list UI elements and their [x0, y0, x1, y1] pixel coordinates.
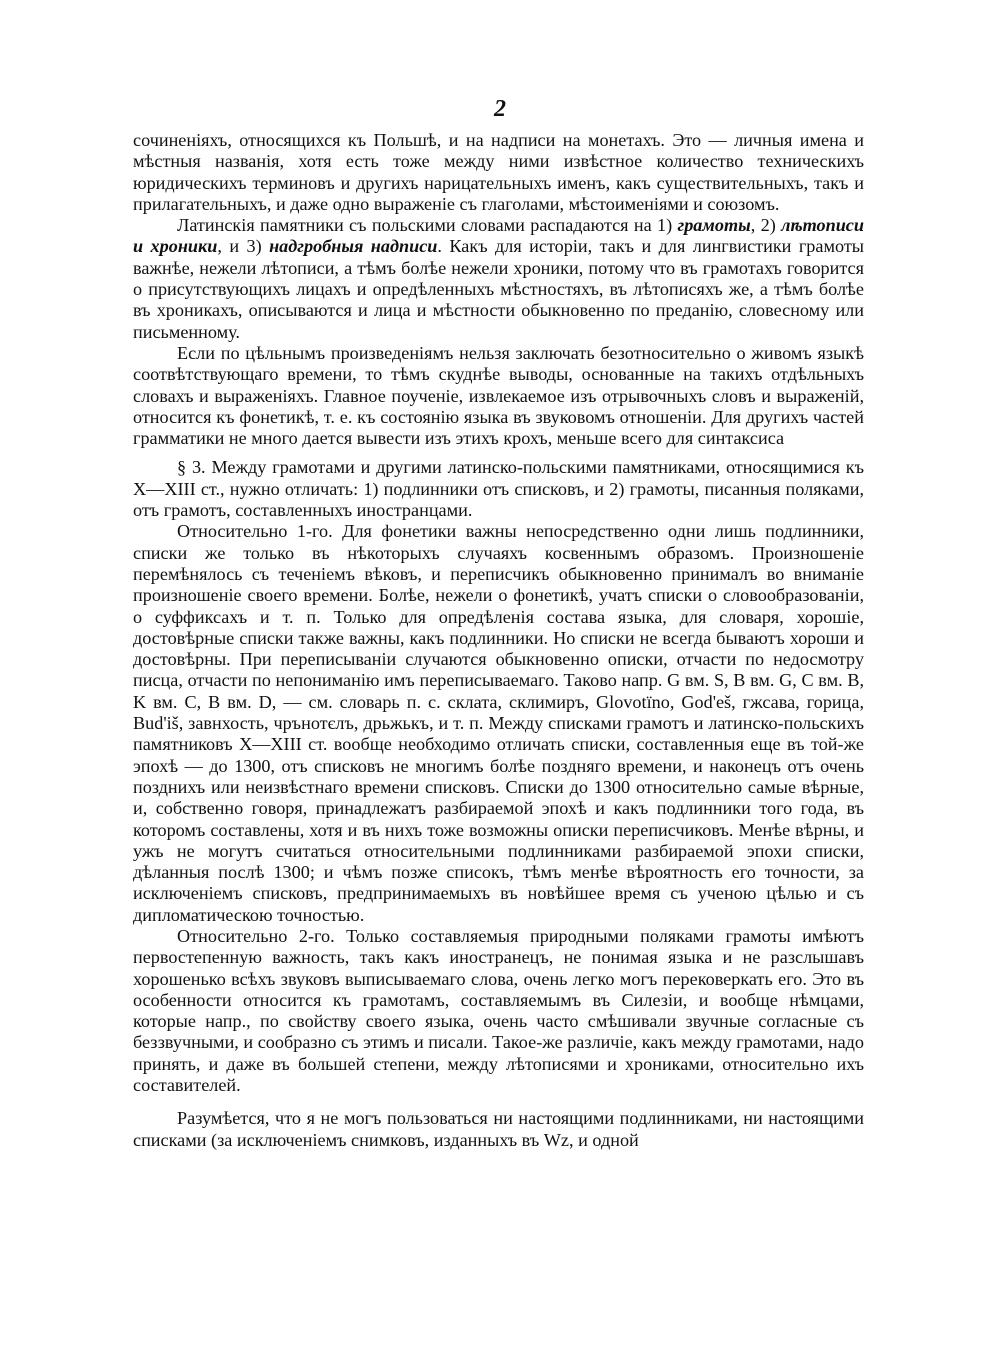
body-text [133, 130, 864, 1151]
italic-term-nadpisi: надгробныя надписи [269, 236, 438, 257]
text-segment: , и 3) [217, 236, 270, 257]
text-segment: Относительно 1-го. Для фонетики важны непосредственно одни лишь подлинники, списки же только въ нѣкоторыхъ случаяхъ косвеннымъ образомъ. Произношеніе перемѣнялось съ теченіемъ вѣковъ, и переписчикъ обыкновенно принималъ во вниманіе произношеніе своего времени. Болѣе, нежели о фонетикѣ, учатъ списки о словообразованіи, о суффиксахъ и т. п. Только для опредѣленія состава языка, для словаря, хорошіе, достовѣрные списки также важны, какъ подлинники. Но списки не всегда бываютъ хороши и достовѣрны. При переписываніи случаются обыкновенно описки, отчасти по недосмотру писца, отчасти по непониманію имъ переписываемаго. Таково напр. G вм. S, B вм. G, C вм. B, K вм. C, B вм. D, — см. словарь п. с. склата, склимиръ, Glovotїno, God'eš, гжсава, горица, Bud'iš, завнхость, чрънотєлъ, дрьжькъ, и т. п. Между списками грамотъ и латинско-польскихъ памятниковъ X—XIII ст. вообще необходимо отличать списки, составленныя еще въ той-же эпохѣ — до 1300, отъ списковъ не многимъ болѣе поздняго времени, и наконецъ отъ очень позднихъ или неизвѣстнаго времени списковъ. Списки до 1300 относительно самые вѣрные, и, собственно говоря, принадлежатъ разбираемой эпохѣ и какъ подлинники того года, въ которомъ составлены, хотя и въ нихъ тоже возможны описки переписчиковъ. Менѣе вѣрны, и ужъ не могутъ считаться относительными подлинниками разбираемой эпохи списки, дѣланныя послѣ 1300; и чѣмъ позже списокъ, тѣмъ менѣе вѣроятность его точности, за исключеніемъ списковъ, предпринимаемыхъ въ новѣйшее время съ ученою цѣлью и съ дипломатическою точностью. [133, 521, 864, 925]
italic-term-letopisi: лѣтописи и хроники [133, 215, 864, 257]
text-segment: , 2) [750, 215, 782, 236]
paragraph-7 [133, 1108, 864, 1151]
text-segment: Латинскія памятники съ польскими словами распадаются на 1) [177, 215, 678, 236]
paragraph-3 [133, 343, 864, 449]
paragraph-4-section-3 [133, 457, 864, 521]
text-segment: Разумѣется, что я не могъ пользоваться ни настоящими подлинниками, ни настоящими списками (за исключеніемъ снимковъ, изданныхъ въ Wz, и одной [133, 1108, 864, 1150]
paragraph-1 [133, 130, 864, 215]
text-segment: . Какъ для исторіи, такъ и для лингвистики грамоты важнѣе, нежели лѣтописи, а тѣмъ болѣе нежели хроники, потому что въ грамотахъ говорится о присутствующихъ лицахъ и опредѣленныхъ мѣстностяхъ, въ лѣтописяхъ же, а тѣмъ болѣе въ хроникахъ, описываются и лица и мѣстности обыкновенно по преданію, словесному или письменному. [133, 236, 864, 342]
page-number: 2 [494, 96, 506, 122]
italic-term-gramoty: грамоты [677, 215, 751, 236]
text-segment: Если по цѣльнымъ произведеніямъ нельзя заключать безотносительно о живомъ языкѣ соотвѣтствующаго времени, то тѣмъ скуднѣе выводы, основанные на такихъ отдѣльныхъ словахъ и выраженіяхъ. Главное поученіе, извлекаемое изъ отрывочныхъ словъ и выраженій, относится къ фонетикѣ, т. е. къ состоянію языка въ звуковомъ отношеніи. Для другихъ частей грамматики не много дается вывести изъ этихъ крохъ, меньше всего для синтаксиса [133, 342, 864, 449]
text-segment: § 3. Между грамотами и другими латинско-польскими памятниками, относящимися къ X—XIII ст., нужно отличать: 1) подлинники отъ списковъ, и 2) грамоты, писанныя поляками, отъ грамотъ, составленныхъ иностранцами. [133, 457, 864, 521]
paragraph-2 [133, 215, 864, 343]
paragraph-5 [133, 521, 864, 926]
text-segment: Относительно 2-го. Только составляемыя природными поляками грамоты имѣютъ первостепенную важность, такъ какъ иностранецъ, не понимая языка и не разслышавъ хорошенько всѣхъ звуковъ выписываемаго слова, очень легко могъ перековеркать его. Это въ особенности относится къ грамотамъ, составляемымъ въ Силезіи, и вообще нѣмцами, которые напр., по свойству своего языка, очень часто смѣшивали звучные согласные съ беззвучными, и сообразно съ этимъ и писали. Такое-же различіе, какъ между грамотами, надо принять, и даже въ большей степени, между лѣтописями и хрониками, относительно ихъ составителей. [133, 925, 864, 1096]
paragraph-6 [133, 926, 864, 1096]
text-segment: сочиненіяхъ, относящихся къ Польшѣ, и на надписи на монетахъ. Это — личныя имена и мѣстныя названія, хотя есть тоже между ними извѣстное количество техническихъ юридическихъ терминовъ и другихъ нарицательныхъ именъ, какъ существительныхъ, такъ и прилагательныхъ, и даже одно выраженіе съ глаголами, мѣстоименіями и союзомъ. [133, 130, 864, 214]
